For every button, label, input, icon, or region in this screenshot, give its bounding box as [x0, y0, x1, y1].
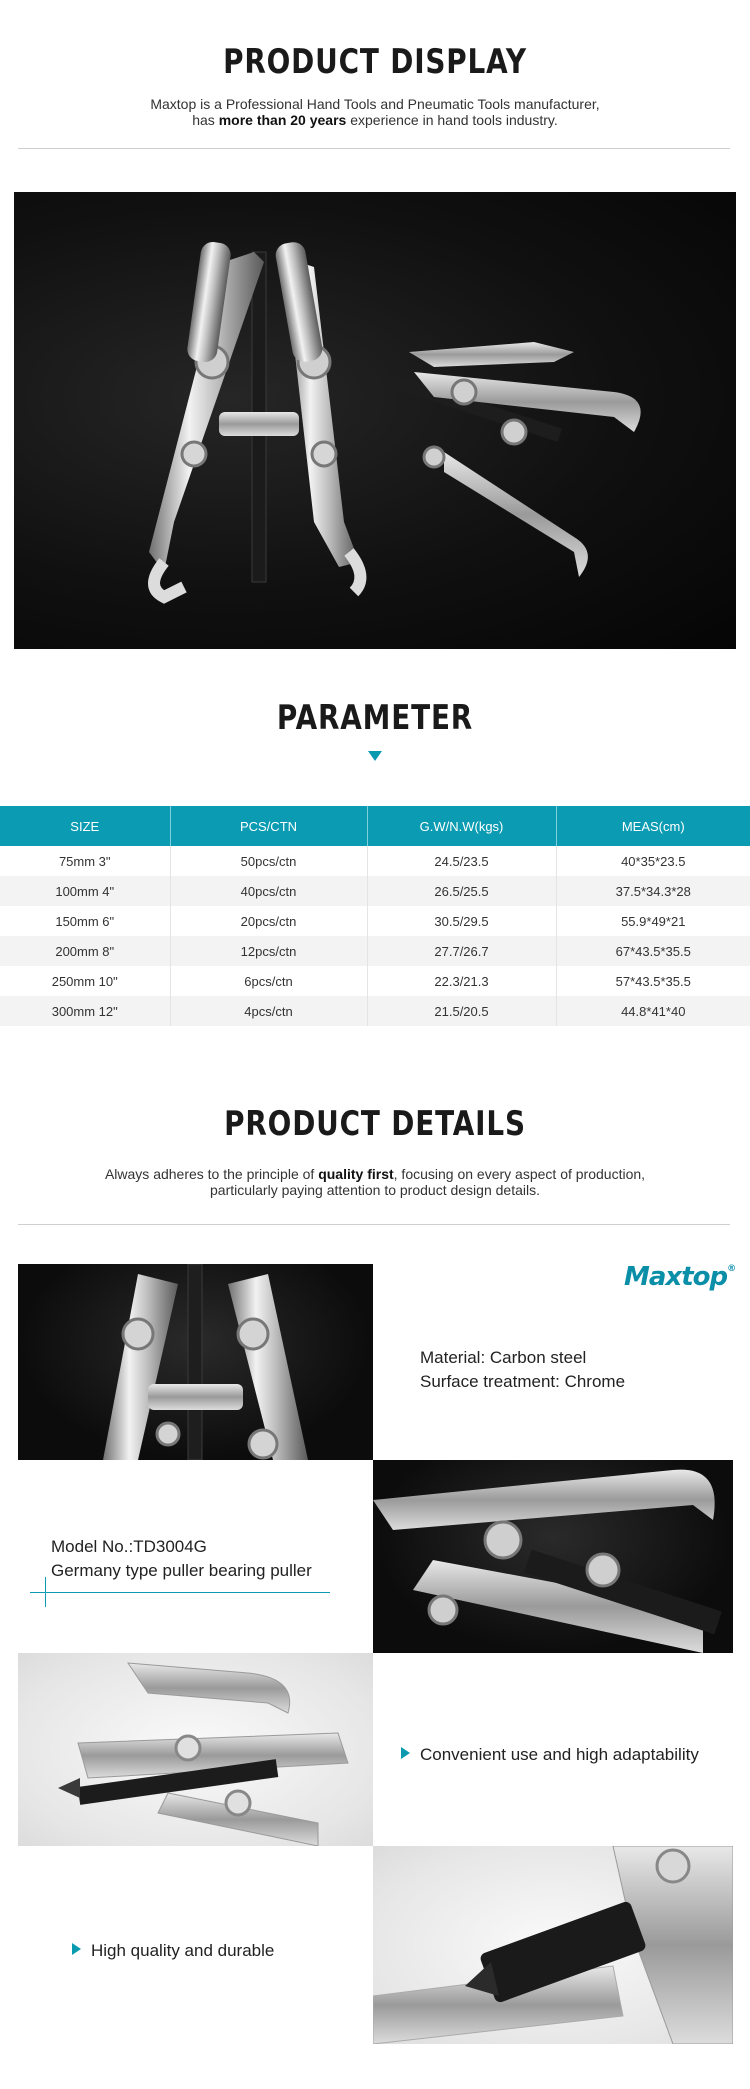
cell-pcs: 50pcs/ctn — [170, 846, 367, 876]
cell-meas: 44.8*41*40 — [556, 996, 750, 1026]
cell-size: 250mm 10" — [0, 966, 170, 996]
feature-adaptability: Convenient use and high adaptability — [401, 1743, 699, 1767]
bullet-triangle-icon — [401, 1747, 410, 1759]
cell-pcs: 20pcs/ctn — [170, 906, 367, 936]
table-row — [0, 936, 750, 966]
cell-weight: 26.5/25.5 — [367, 876, 556, 906]
display-intro-line1: Maxtop is a Professional Hand Tools and Pneumatic Tools manufacturer, — [150, 96, 600, 112]
cell-meas: 67*43.5*35.5 — [556, 936, 750, 966]
cell-meas: 40*35*23.5 — [621, 853, 686, 869]
cell-weight: 21.5/20.5 — [367, 996, 556, 1026]
divider — [18, 1224, 730, 1225]
detail-photo-arm-closeup — [373, 1460, 733, 1653]
display-title: PRODUCT DISPLAY — [223, 42, 527, 82]
divider — [18, 148, 730, 149]
table-row — [0, 876, 750, 906]
cell-weight: 30.5/29.5 — [367, 906, 556, 936]
header-pcs-ctn: PCS/CTN — [170, 806, 367, 846]
cell-size: 75mm 3" — [0, 846, 170, 876]
cell-size: 150mm 6" — [0, 906, 170, 936]
cell-meas: 55.9*49*21 — [621, 913, 686, 929]
detail-photo-top-closeup — [18, 1264, 373, 1460]
table-header-row — [0, 806, 750, 846]
puller-illustration — [14, 192, 736, 649]
screw-tip-illustration — [373, 1846, 733, 2044]
table-row — [0, 966, 750, 996]
puller-closeup-illustration — [18, 1264, 373, 1460]
bullet-triangle-icon — [72, 1943, 81, 1955]
display-intro — [0, 96, 750, 128]
model-number-text: Model No.:TD3004G — [51, 1537, 207, 1556]
cell-pcs: 4pcs/ctn — [170, 996, 367, 1026]
side-view-illustration — [18, 1653, 373, 1846]
cell-weight: 27.7/26.7 — [367, 936, 556, 966]
model-text — [51, 1535, 312, 1583]
header-gw-nw: G.W/N.W(kgs) — [367, 806, 556, 846]
surface-treatment-text: Surface treatment: Chrome — [420, 1372, 626, 1391]
maxtop-logo: Maxtop® — [624, 1262, 736, 1292]
detail-photo-screw-tip — [373, 1846, 733, 2044]
cell-pcs: 6pcs/ctn — [170, 966, 367, 996]
detail-photo-side-view — [18, 1653, 373, 1846]
arm-closeup-illustration — [373, 1460, 733, 1653]
details-intro-line1: Always adheres to the principle of quality first, focusing on every aspect of production, — [104, 1166, 646, 1182]
table-row — [0, 996, 750, 1026]
cell-pcs: 40pcs/ctn — [170, 876, 367, 906]
table-row — [0, 906, 750, 936]
header-meas: MEAS(cm) — [556, 806, 750, 846]
cell-size: 100mm 4" — [0, 876, 170, 906]
material-text: Material: Carbon steel — [420, 1348, 587, 1367]
accent-underline — [30, 1592, 330, 1593]
hero-product-photo — [14, 192, 736, 649]
cell-weight: 24.5/23.5 — [367, 846, 556, 876]
header-size: SIZE — [0, 806, 170, 846]
caret-down-icon — [368, 751, 382, 761]
cell-size: 300mm 12" — [0, 996, 170, 1026]
cell-weight: 22.3/21.3 — [367, 966, 556, 996]
feature-durable: High quality and durable — [72, 1939, 274, 1963]
details-title: PRODUCT DETAILS — [224, 1104, 526, 1144]
cell-meas: 37.5*34.3*28 — [556, 876, 750, 906]
details-intro-line2: particularly paying attention to product design details. — [210, 1182, 540, 1198]
details-intro — [0, 1166, 750, 1198]
spec-text — [420, 1346, 625, 1394]
accent-tick — [45, 1577, 46, 1607]
parameter-title: PARAMETER — [276, 698, 474, 738]
table-row — [0, 846, 750, 876]
parameter-table — [0, 806, 750, 1026]
cell-size: 200mm 8" — [0, 936, 170, 966]
cell-pcs: 12pcs/ctn — [170, 936, 367, 966]
product-type-text: Germany type puller bearing puller — [51, 1561, 312, 1580]
display-intro-line2: has more than 20 years experience in hand tools industry. — [192, 112, 558, 128]
cell-meas: 57*43.5*35.5 — [615, 973, 691, 989]
